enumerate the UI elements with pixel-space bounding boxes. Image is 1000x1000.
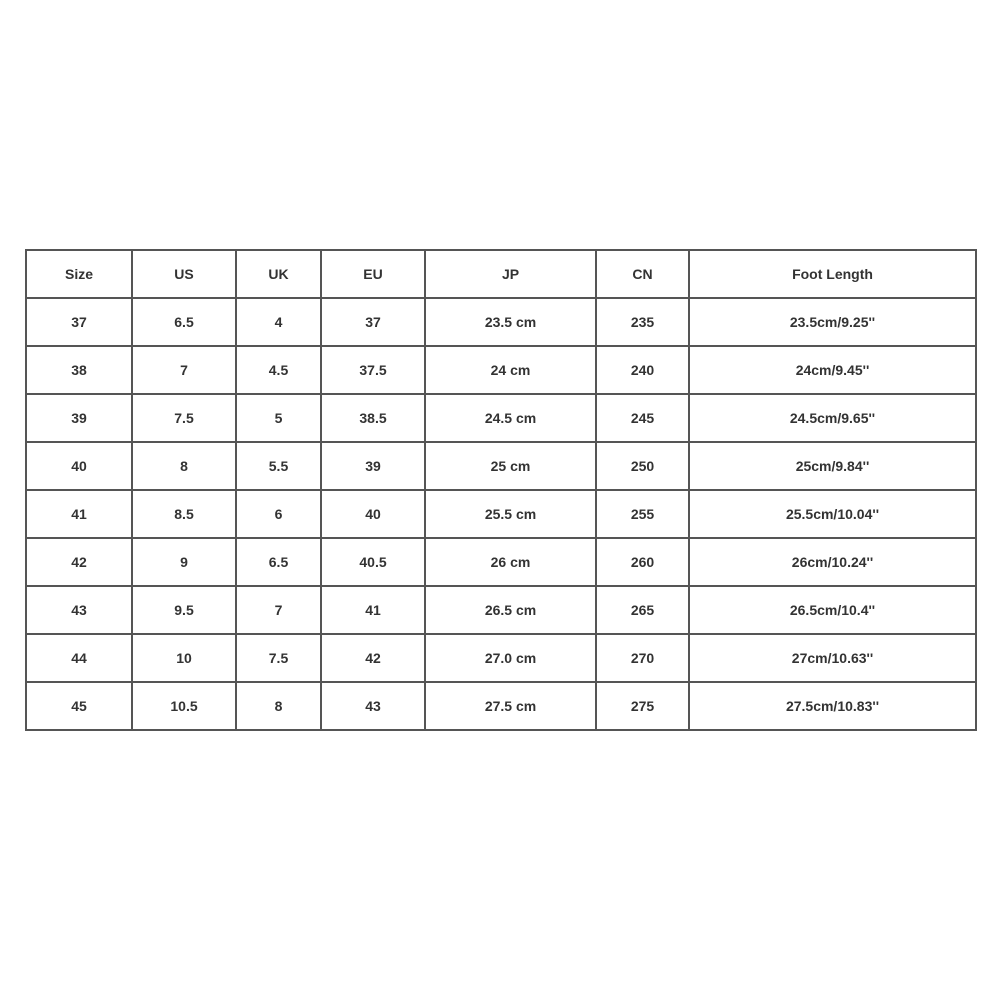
cell-uk: 4.5 xyxy=(236,346,321,394)
cell-cn: 240 xyxy=(596,346,689,394)
cell-size: 37 xyxy=(26,298,132,346)
cell-foot-length: 25cm/9.84'' xyxy=(689,442,976,490)
cell-uk: 6.5 xyxy=(236,538,321,586)
cell-size: 45 xyxy=(26,682,132,730)
cell-eu: 43 xyxy=(321,682,425,730)
cell-size: 44 xyxy=(26,634,132,682)
header-jp: JP xyxy=(425,250,596,298)
cell-size: 38 xyxy=(26,346,132,394)
header-cn: CN xyxy=(596,250,689,298)
table-row xyxy=(26,490,976,538)
cell-size: 41 xyxy=(26,490,132,538)
table-row xyxy=(26,298,976,346)
cell-eu: 40.5 xyxy=(321,538,425,586)
table-row xyxy=(26,682,976,730)
cell-jp: 26 cm xyxy=(425,538,596,586)
cell-uk: 5 xyxy=(236,394,321,442)
cell-uk: 4 xyxy=(236,298,321,346)
table-row xyxy=(26,394,976,442)
cell-eu: 42 xyxy=(321,634,425,682)
cell-us: 10.5 xyxy=(132,682,236,730)
cell-cn: 275 xyxy=(596,682,689,730)
cell-us: 8.5 xyxy=(132,490,236,538)
cell-size: 39 xyxy=(26,394,132,442)
cell-us: 9 xyxy=(132,538,236,586)
cell-cn: 235 xyxy=(596,298,689,346)
table-row xyxy=(26,586,976,634)
cell-cn: 245 xyxy=(596,394,689,442)
cell-uk: 6 xyxy=(236,490,321,538)
cell-size: 40 xyxy=(26,442,132,490)
cell-eu: 40 xyxy=(321,490,425,538)
cell-foot-length: 24cm/9.45'' xyxy=(689,346,976,394)
cell-us: 8 xyxy=(132,442,236,490)
cell-foot-length: 24.5cm/9.65'' xyxy=(689,394,976,442)
cell-uk: 7 xyxy=(236,586,321,634)
header-size: Size xyxy=(26,250,132,298)
cell-jp: 25 cm xyxy=(425,442,596,490)
cell-us: 7.5 xyxy=(132,394,236,442)
cell-us: 7 xyxy=(132,346,236,394)
cell-cn: 255 xyxy=(596,490,689,538)
cell-jp: 24 cm xyxy=(425,346,596,394)
cell-uk: 8 xyxy=(236,682,321,730)
size-chart-table xyxy=(25,249,977,731)
cell-jp: 26.5 cm xyxy=(425,586,596,634)
cell-eu: 41 xyxy=(321,586,425,634)
header-uk: UK xyxy=(236,250,321,298)
table-row xyxy=(26,442,976,490)
cell-foot-length: 25.5cm/10.04'' xyxy=(689,490,976,538)
cell-foot-length: 27cm/10.63'' xyxy=(689,634,976,682)
cell-jp: 23.5 cm xyxy=(425,298,596,346)
cell-uk: 7.5 xyxy=(236,634,321,682)
cell-uk: 5.5 xyxy=(236,442,321,490)
cell-foot-length: 23.5cm/9.25'' xyxy=(689,298,976,346)
cell-size: 43 xyxy=(26,586,132,634)
cell-eu: 39 xyxy=(321,442,425,490)
cell-eu: 38.5 xyxy=(321,394,425,442)
cell-cn: 270 xyxy=(596,634,689,682)
cell-jp: 24.5 cm xyxy=(425,394,596,442)
cell-cn: 250 xyxy=(596,442,689,490)
header-eu: EU xyxy=(321,250,425,298)
cell-foot-length: 26cm/10.24'' xyxy=(689,538,976,586)
table-row xyxy=(26,346,976,394)
cell-eu: 37.5 xyxy=(321,346,425,394)
cell-cn: 260 xyxy=(596,538,689,586)
cell-jp: 27.0 cm xyxy=(425,634,596,682)
cell-foot-length: 27.5cm/10.83'' xyxy=(689,682,976,730)
cell-jp: 27.5 cm xyxy=(425,682,596,730)
table-row xyxy=(26,634,976,682)
cell-cn: 265 xyxy=(596,586,689,634)
header-row xyxy=(26,250,976,298)
cell-eu: 37 xyxy=(321,298,425,346)
header-us: US xyxy=(132,250,236,298)
cell-foot-length: 26.5cm/10.4'' xyxy=(689,586,976,634)
cell-jp: 25.5 cm xyxy=(425,490,596,538)
cell-size: 42 xyxy=(26,538,132,586)
table-row xyxy=(26,538,976,586)
header-foot-length: Foot Length xyxy=(689,250,976,298)
cell-us: 9.5 xyxy=(132,586,236,634)
cell-us: 6.5 xyxy=(132,298,236,346)
cell-us: 10 xyxy=(132,634,236,682)
